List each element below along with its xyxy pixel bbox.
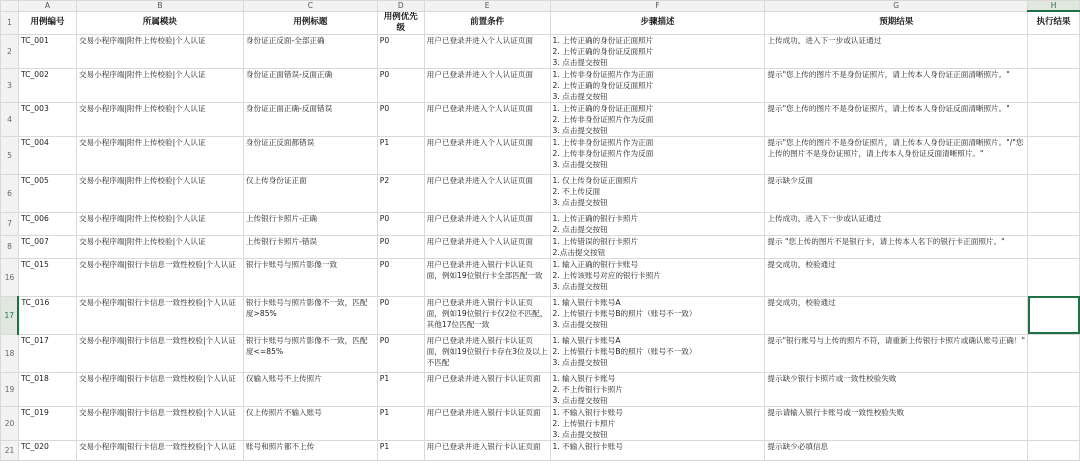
step-line: 3. 点击提交按钮 (552, 57, 608, 67)
step-line: 2.点击提交按钮 (552, 247, 606, 257)
module-cell[interactable]: 交易小程序端|附件上传校验|个人认证 (76, 174, 243, 212)
expected-result-cell[interactable]: 提示请输入银行卡账号或一致性校验失败 (765, 406, 1028, 440)
step-line: 1. 不输入银行卡账号 (552, 441, 623, 451)
row-number[interactable]: 4 (1, 102, 19, 136)
table-row (1, 258, 1080, 296)
case-id-cell[interactable]: TC_018 (18, 372, 76, 406)
table-row (1, 235, 1080, 258)
precondition-cell[interactable]: 用户已登录并进入个人认证页面 (424, 174, 550, 212)
execution-result-cell[interactable] (1028, 136, 1080, 174)
step-line: 1. 上传错误的银行卡照片 (552, 236, 639, 246)
step-line: 2. 上传银行卡账号B的照片（账号不一致） (552, 346, 697, 356)
step-line: 3. 点击提交按钮 (552, 319, 608, 329)
step-line: 1. 上传正确的银行卡照片 (552, 213, 639, 223)
case-id-cell[interactable]: TC_003 (18, 102, 76, 136)
execution-result-cell[interactable] (1028, 34, 1080, 68)
title-cell[interactable]: 身份证正反面都错误 (243, 136, 377, 174)
expected-result-cell[interactable]: 提示缺少必填信息 (765, 440, 1028, 460)
header-cell[interactable]: 用例优先级 (377, 11, 424, 34)
steps-cell[interactable] (550, 235, 765, 258)
step-line: 1. 上传非身份证照片作为正面 (552, 69, 654, 79)
priority-cell[interactable]: P0 (377, 102, 424, 136)
case-id-cell[interactable]: TC_019 (18, 406, 76, 440)
column-header-bar (1, 1, 1080, 12)
step-line: 2. 不上传银行卡照片 (552, 384, 623, 394)
case-id-cell[interactable]: TC_005 (18, 174, 76, 212)
steps-cell[interactable] (550, 174, 765, 212)
column-header-d[interactable]: D (377, 1, 424, 12)
header-cell[interactable]: 前置条件 (424, 11, 550, 34)
expected-result-cell[interactable]: 提示缺少银行卡照片或一致性校验失败 (765, 372, 1028, 406)
module-cell[interactable]: 交易小程序端|银行卡信息一致性校验|个人认证 (76, 258, 243, 296)
header-cell[interactable]: 所属模块 (76, 11, 243, 34)
execution-result-cell[interactable] (1028, 372, 1080, 406)
module-cell[interactable]: 交易小程序端|附件上传校验|个人认证 (76, 235, 243, 258)
row-number[interactable]: 17 (1, 296, 19, 334)
execution-result-cell[interactable] (1028, 440, 1080, 460)
steps-cell[interactable] (550, 296, 765, 334)
execution-result-cell[interactable] (1028, 68, 1080, 102)
row-number[interactable]: 20 (1, 406, 19, 440)
precondition-cell[interactable]: 用户已登录并进入银行卡认证页面 (424, 372, 550, 406)
step-line: 3. 点击提交按钮 (552, 357, 608, 367)
column-header-h[interactable]: H (1028, 1, 1080, 12)
column-header-c[interactable]: C (243, 1, 377, 12)
precondition-cell[interactable]: 用户已登录并进入个人认证页面 (424, 102, 550, 136)
column-header-g[interactable]: G (765, 1, 1028, 12)
expected-result-cell[interactable]: 提交成功，校验通过 (765, 296, 1028, 334)
case-id-cell[interactable]: TC_016 (18, 296, 76, 334)
column-header-e[interactable]: E (424, 1, 550, 12)
expected-result-cell[interactable]: 上传成功，进入下一步或认证通过 (765, 34, 1028, 68)
expected-result-cell[interactable]: 提示"您上传的图片不是身份证照片，请上传本人身份证正面清晰照片。" (765, 68, 1028, 102)
expected-result-cell[interactable]: 上传成功，进入下一步或认证通过 (765, 212, 1028, 235)
module-cell[interactable]: 交易小程序端|附件上传校验|个人认证 (76, 34, 243, 68)
title-cell[interactable]: 身份证正面错误-反面正确 (243, 68, 377, 102)
step-line: 3. 点击提交按钮 (552, 395, 608, 405)
step-line: 2. 上传正确的身份证反面照片 (552, 46, 654, 56)
priority-cell[interactable]: P0 (377, 212, 424, 235)
row-number[interactable]: 1 (1, 11, 19, 34)
expected-result-cell[interactable]: 提交成功，校验通过 (765, 258, 1028, 296)
module-cell[interactable]: 交易小程序端|附件上传校验|个人认证 (76, 102, 243, 136)
selected-cell[interactable] (1028, 296, 1080, 334)
priority-cell[interactable]: P1 (377, 440, 424, 460)
step-line: 3. 点击提交按钮 (552, 281, 608, 291)
priority-cell[interactable]: P0 (377, 34, 424, 68)
step-line: 2. 不上传反面 (552, 186, 601, 196)
steps-cell[interactable] (550, 68, 765, 102)
column-header-a[interactable]: A (18, 1, 76, 12)
case-id-cell[interactable]: TC_001 (18, 34, 76, 68)
title-cell[interactable]: 银行卡账号与照片影像不一致，匹配度>85% (243, 296, 377, 334)
step-line: 1. 输入银行卡账号 (552, 373, 616, 383)
title-cell[interactable]: 仅上传照片不输入账号 (243, 406, 377, 440)
step-line: 3. 点击提交按钮 (552, 429, 608, 439)
row-number[interactable]: 16 (1, 258, 19, 296)
case-id-cell[interactable]: TC_007 (18, 235, 76, 258)
select-all-corner[interactable] (1, 1, 19, 12)
header-cell[interactable]: 预期结果 (765, 11, 1028, 34)
step-line: 2. 上传非身份证照片作为反面 (552, 148, 654, 158)
expected-result-cell[interactable]: 提示"银行账号与上传的照片不符，请重新上传银行卡照片或确认账号正确！" (765, 334, 1028, 372)
precondition-cell[interactable]: 用户已登录并进入银行卡认证页面 (424, 406, 550, 440)
step-line: 2. 上传正确的身份证反面照片 (552, 80, 654, 90)
module-cell[interactable]: 交易小程序端|银行卡信息一致性校验|个人认证 (76, 372, 243, 406)
table-row (1, 34, 1080, 68)
table-row (1, 68, 1080, 102)
priority-cell[interactable]: P0 (377, 235, 424, 258)
priority-cell[interactable]: P0 (377, 68, 424, 102)
step-line: 2. 点击提交按钮 (552, 224, 608, 234)
expected-result-cell[interactable]: 提示"您上传的图片不是身份证照片，请上传本人身份证反面清晰照片。" (765, 102, 1028, 136)
priority-cell[interactable]: P1 (377, 136, 424, 174)
module-cell[interactable]: 交易小程序端|银行卡信息一致性校验|个人认证 (76, 440, 243, 460)
table-row (1, 174, 1080, 212)
step-line: 2. 上传该账号对应的银行卡照片 (552, 270, 661, 280)
execution-result-cell[interactable] (1028, 406, 1080, 440)
step-line: 3. 点击提交按钮 (552, 125, 608, 135)
precondition-cell[interactable]: 用户已登录并进入银行卡认证页面 (424, 440, 550, 460)
module-cell[interactable]: 交易小程序端|银行卡信息一致性校验|个人认证 (76, 334, 243, 372)
header-cell[interactable]: 执行结果 (1028, 11, 1080, 34)
priority-cell[interactable]: P1 (377, 372, 424, 406)
step-line: 2. 上传非身份证照片作为反面 (552, 114, 654, 124)
table-row (1, 406, 1080, 440)
priority-cell[interactable]: P1 (377, 406, 424, 440)
header-row (1, 11, 1080, 34)
case-id-cell[interactable]: TC_002 (18, 68, 76, 102)
title-cell[interactable]: 身份证正面正确-反面错误 (243, 102, 377, 136)
row-number[interactable]: 8 (1, 235, 19, 258)
column-header-b[interactable]: B (76, 1, 243, 12)
table-row (1, 372, 1080, 406)
table-row (1, 136, 1080, 174)
steps-cell[interactable] (550, 440, 765, 460)
steps-cell[interactable] (550, 258, 765, 296)
priority-cell[interactable]: P0 (377, 258, 424, 296)
module-cell[interactable]: 交易小程序端|附件上传校验|个人认证 (76, 212, 243, 235)
steps-cell[interactable] (550, 406, 765, 440)
precondition-cell[interactable]: 用户已登录并进入银行卡认证页面，例如19位银行卡全部匹配一致 (424, 258, 550, 296)
step-line: 1. 上传非身份证照片作为正面 (552, 137, 654, 147)
header-cell[interactable]: 步骤描述 (550, 11, 765, 34)
module-cell[interactable]: 交易小程序端|附件上传校验|个人认证 (76, 136, 243, 174)
steps-cell[interactable] (550, 212, 765, 235)
step-line: 3. 点击提交按钮 (552, 159, 608, 169)
step-line: 2. 上传银行卡账号B的照片（账号不一致） (552, 308, 697, 318)
title-cell[interactable]: 身份证正反面-全部正确 (243, 34, 377, 68)
table-row (1, 102, 1080, 136)
expected-result-cell[interactable]: 提示 "您上传的图片不是银行卡，请上传本人名下的银行卡正面照片。" (765, 235, 1028, 258)
precondition-cell[interactable]: 用户已登录并进入个人认证页面 (424, 68, 550, 102)
precondition-cell[interactable]: 用户已登录并进入个人认证页面 (424, 136, 550, 174)
case-id-cell[interactable]: TC_020 (18, 440, 76, 460)
row-number[interactable]: 3 (1, 68, 19, 102)
title-cell[interactable]: 上传银行卡照片-正确 (243, 212, 377, 235)
module-cell[interactable]: 交易小程序端|附件上传校验|个人认证 (76, 68, 243, 102)
execution-result-cell[interactable] (1028, 102, 1080, 136)
row-number[interactable]: 7 (1, 212, 19, 235)
priority-cell[interactable]: P0 (377, 296, 424, 334)
table-row (1, 440, 1080, 460)
step-line: 2. 上传银行卡照片 (552, 418, 616, 428)
execution-result-cell[interactable] (1028, 334, 1080, 372)
title-cell[interactable]: 银行卡账号与照片影像不一致，匹配度<=85% (243, 334, 377, 372)
table-row (1, 334, 1080, 372)
step-line: 1. 上传正确的身份证正面照片 (552, 103, 654, 113)
title-cell[interactable]: 仅输入账号不上传照片 (243, 372, 377, 406)
step-line: 1. 输入银行卡账号A (552, 335, 621, 345)
row-number[interactable]: 2 (1, 34, 19, 68)
row-number[interactable]: 21 (1, 440, 19, 460)
column-header-f[interactable]: F (550, 1, 765, 12)
title-cell[interactable]: 仅上传身份证正面 (243, 174, 377, 212)
case-id-cell[interactable]: TC_004 (18, 136, 76, 174)
steps-cell[interactable] (550, 102, 765, 136)
table-row (1, 296, 1080, 334)
module-cell[interactable]: 交易小程序端|银行卡信息一致性校验|个人认证 (76, 406, 243, 440)
row-number[interactable]: 5 (1, 136, 19, 174)
steps-cell[interactable] (550, 334, 765, 372)
case-id-cell[interactable]: TC_017 (18, 334, 76, 372)
table-row (1, 212, 1080, 235)
row-number[interactable]: 18 (1, 334, 19, 372)
title-cell[interactable]: 上传银行卡照片-错误 (243, 235, 377, 258)
step-line: 1. 输入正确的银行卡账号 (552, 259, 639, 269)
step-line: 1. 上传正确的身份证正面照片 (552, 35, 654, 45)
case-id-cell[interactable]: TC_015 (18, 258, 76, 296)
steps-cell[interactable] (550, 136, 765, 174)
header-cell[interactable]: 用例标题 (243, 11, 377, 34)
row-number[interactable]: 19 (1, 372, 19, 406)
precondition-cell[interactable]: 用户已登录并进入个人认证页面 (424, 235, 550, 258)
step-line: 3. 点击提交按钮 (552, 197, 608, 207)
case-id-cell[interactable]: TC_006 (18, 212, 76, 235)
execution-result-cell[interactable] (1028, 212, 1080, 235)
step-line: 1. 仅上传身份证正面照片 (552, 175, 639, 185)
row-number[interactable]: 6 (1, 174, 19, 212)
step-line: 3. 点击提交按钮 (552, 91, 608, 101)
execution-result-cell[interactable] (1028, 258, 1080, 296)
steps-cell[interactable] (550, 372, 765, 406)
precondition-cell[interactable]: 用户已登录并进入银行卡认证页面，例如19位银行卡仅2位不匹配，其他17位匹配一致 (424, 296, 550, 334)
precondition-cell[interactable]: 用户已登录并进入个人认证页面 (424, 34, 550, 68)
title-cell[interactable]: 账号和照片都不上传 (243, 440, 377, 460)
steps-cell[interactable] (550, 34, 765, 68)
execution-result-cell[interactable] (1028, 174, 1080, 212)
module-cell[interactable]: 交易小程序端|银行卡信息一致性校验|个人认证 (76, 296, 243, 334)
step-line: 1. 不输入银行卡账号 (552, 407, 623, 417)
execution-result-cell[interactable] (1028, 235, 1080, 258)
header-cell[interactable]: 用例编号 (18, 11, 76, 34)
expected-result-cell[interactable]: 提示"您上传的图片不是身份证照片，请上传本人身份证正面清晰照片。"/"您上传的图片不是身份证照片，请上传本人身份证反面清晰照片。" (765, 136, 1028, 174)
priority-cell[interactable]: P0 (377, 334, 424, 372)
expected-result-cell[interactable]: 提示缺少反面 (765, 174, 1028, 212)
precondition-cell[interactable]: 用户已登录并进入银行卡认证页面，例如19位银行卡存在3位及以上不匹配 (424, 334, 550, 372)
priority-cell[interactable]: P2 (377, 174, 424, 212)
step-line: 1. 输入银行卡账号A (552, 297, 621, 307)
precondition-cell[interactable]: 用户已登录并进入个人认证页面 (424, 212, 550, 235)
title-cell[interactable]: 银行卡账号与照片影像一致 (243, 258, 377, 296)
